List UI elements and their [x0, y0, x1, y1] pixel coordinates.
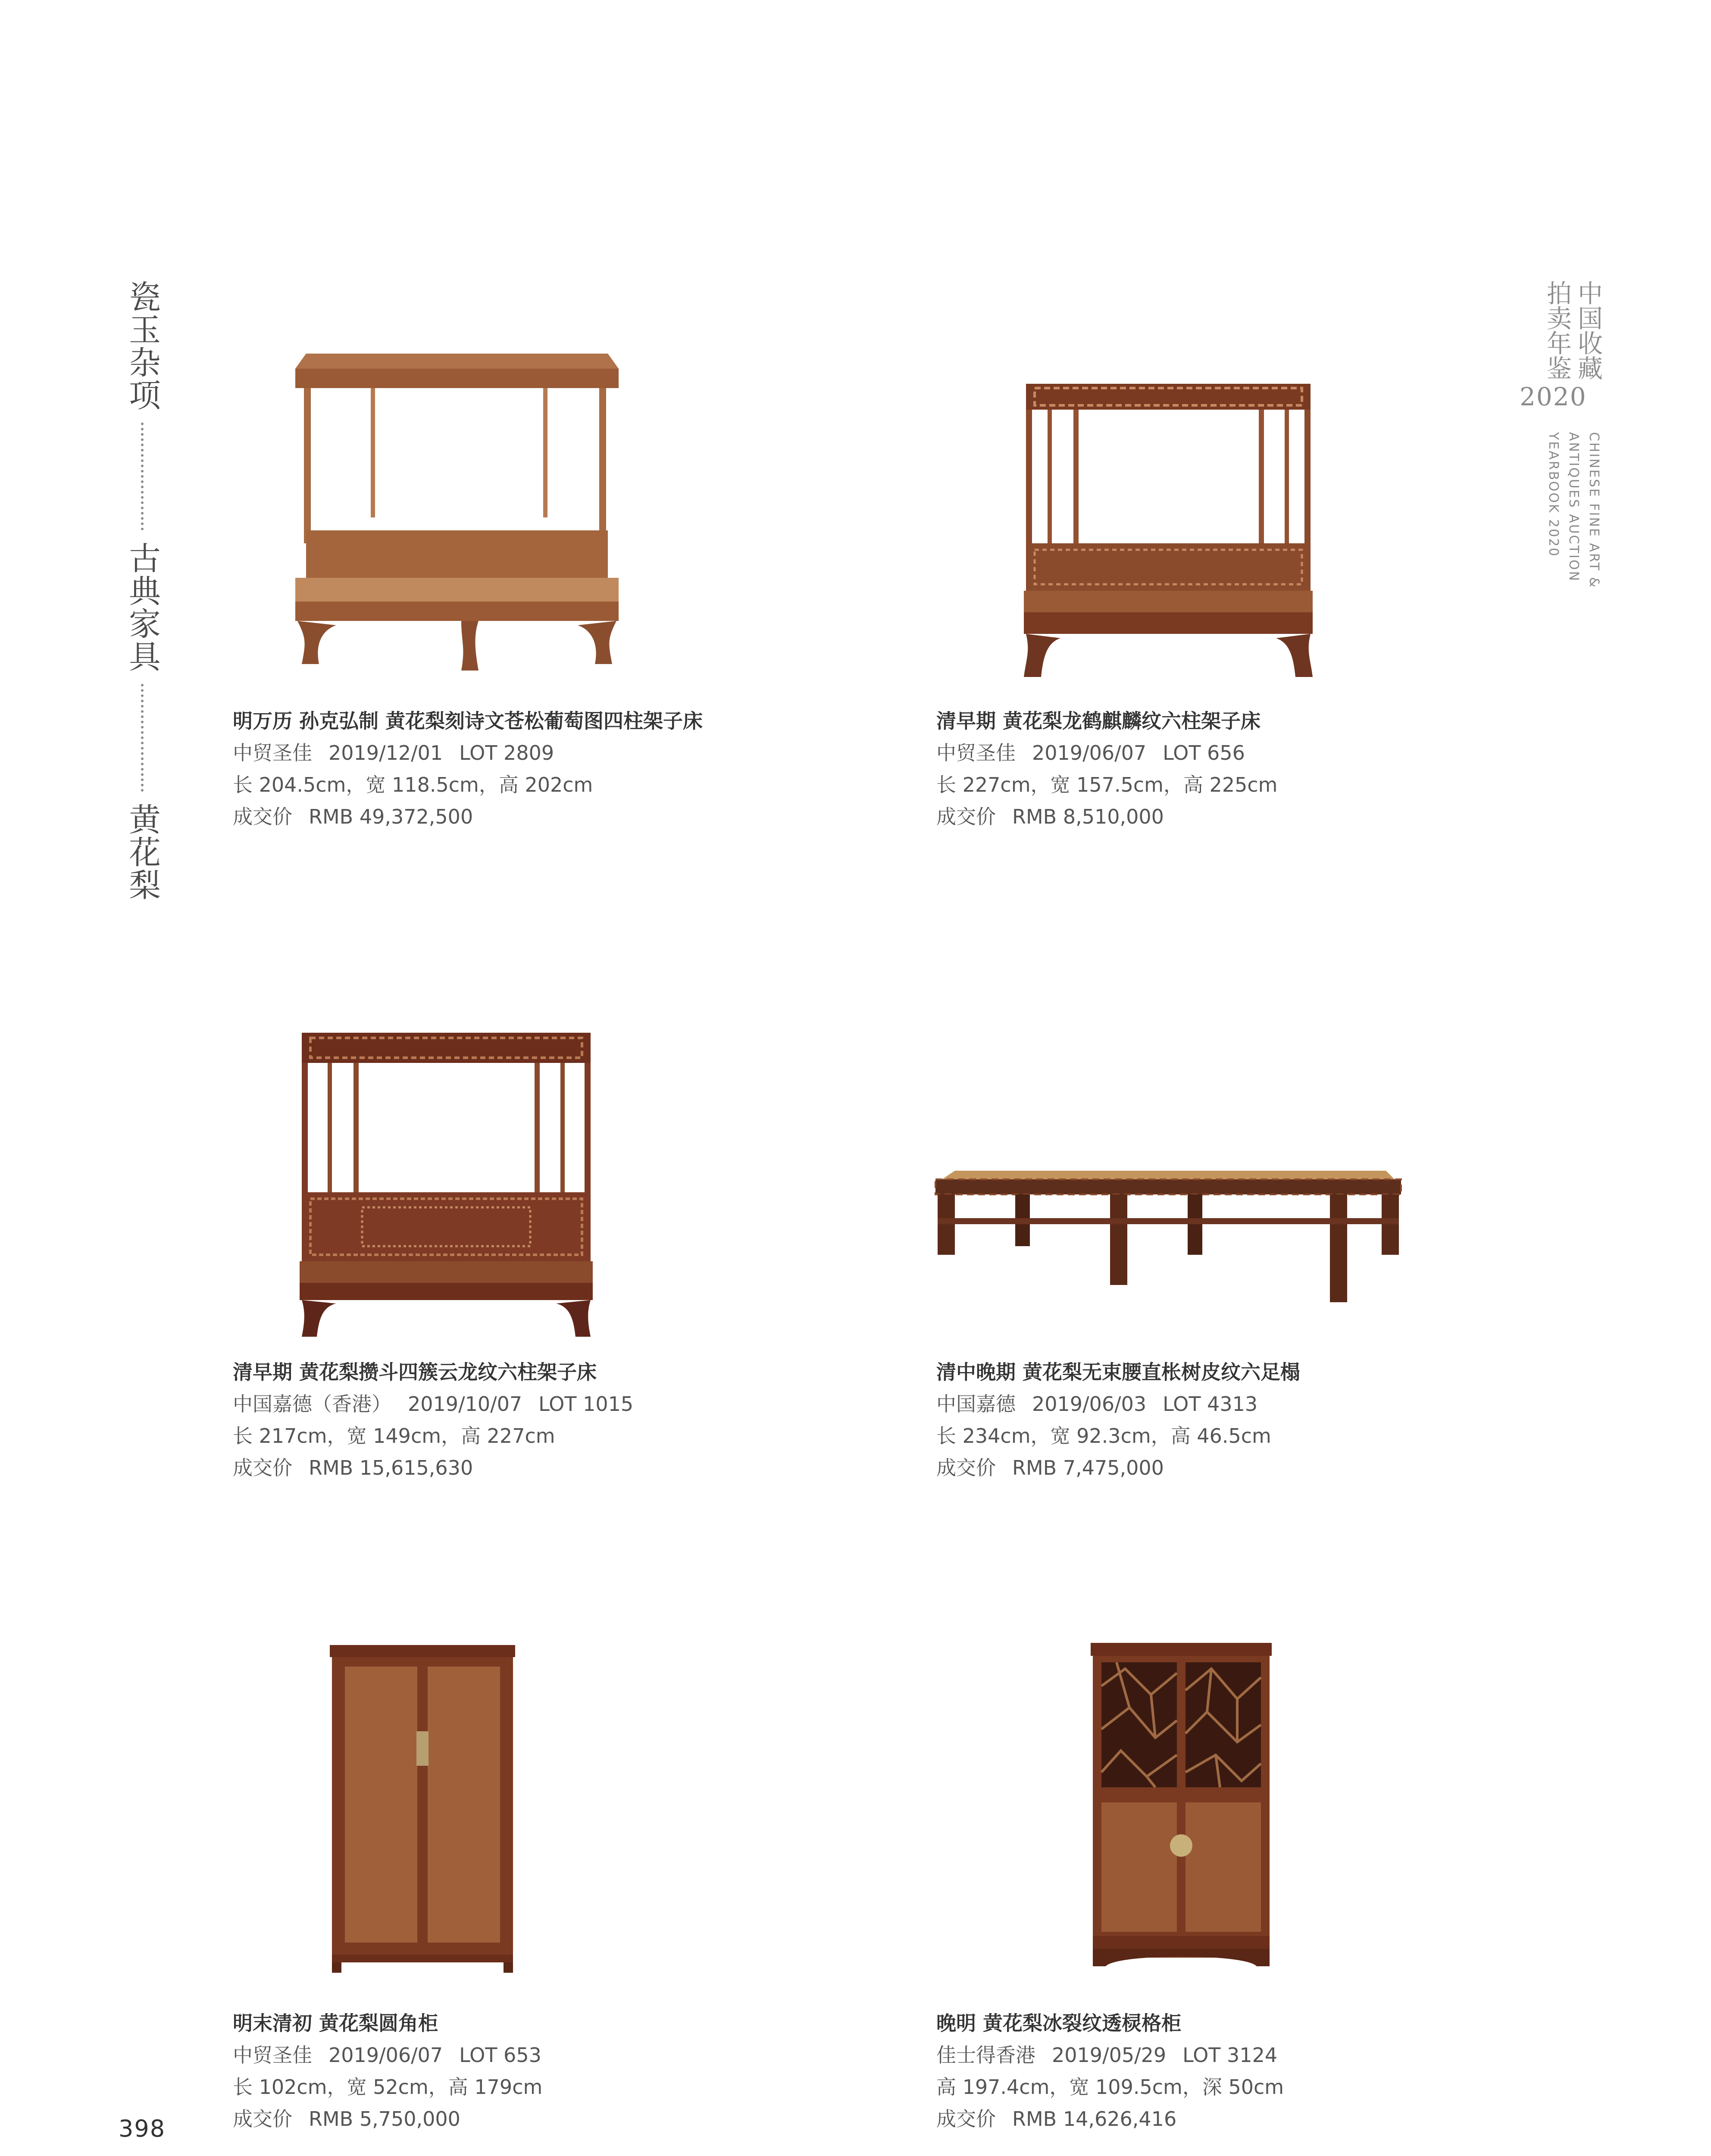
price-value: RMB 5,750,000: [309, 2107, 460, 2131]
item-sale-info: [233, 1388, 633, 1420]
item-dimensions: 长 217cm，宽 149cm，高 227cm: [233, 1424, 555, 1448]
price-value: RMB 14,626,416: [1012, 2107, 1177, 2131]
price-label: 成交价: [233, 805, 292, 828]
masthead-english-title: [1520, 432, 1602, 589]
item-sale-info: [936, 737, 1277, 769]
item-sale-info: [233, 737, 703, 769]
lot-number: LOT 1015: [538, 1392, 634, 1416]
masthead-col-1: 中国收藏: [1573, 280, 1603, 380]
item-dimensions: 长 204.5cm，宽 118.5cm，高 202cm: [233, 773, 593, 796]
item-title: 清中晚期 黄花梨无束腰直枨树皮纹六足榻: [936, 1360, 1301, 1384]
item-2-image: [1017, 379, 1319, 683]
price-label: 成交价: [233, 2107, 292, 2131]
section-nav: [125, 280, 160, 901]
item-1-caption: [233, 705, 703, 833]
cracked-ice-lattice-cabinet-picture: [1091, 1643, 1272, 1966]
item-6-image: [1091, 1643, 1272, 1968]
lot-number: LOT 2809: [459, 741, 554, 765]
lot-number: LOT 656: [1163, 741, 1245, 765]
item-sale-info: [936, 1388, 1300, 1420]
item-2-caption: [936, 705, 1277, 833]
item-price-row: [936, 2103, 1284, 2135]
sale-date: 2019/12/01: [328, 741, 443, 765]
price-label: 成交价: [936, 805, 996, 828]
lot-number: LOT 3124: [1182, 2043, 1278, 2067]
sale-date: 2019/06/03: [1032, 1392, 1147, 1416]
round-corner-cabinet-picture: [328, 1645, 517, 1973]
item-title: 清早期 黄花梨攒斗四簇云龙纹六柱架子床: [233, 1360, 597, 1384]
auction-house: 中贸圣佳: [233, 741, 312, 765]
item-5-caption: [233, 2007, 542, 2135]
price-value: RMB 8,510,000: [1012, 805, 1164, 828]
item-1-image: [289, 345, 625, 674]
item-price-row: [233, 801, 703, 833]
masthead-year: 2020: [1520, 382, 1587, 411]
sale-date: 2019/10/07: [408, 1392, 522, 1416]
canopy-bed-cloud-dragon-picture: [297, 1028, 595, 1339]
daybed-six-legged-picture: [929, 1166, 1408, 1309]
item-3-caption: [233, 1356, 633, 1484]
price-label: 成交价: [936, 2107, 996, 2131]
price-label: 成交价: [936, 1456, 996, 1479]
item-6-caption: [936, 2007, 1284, 2135]
item-dimensions: 长 234cm，宽 92.3cm，高 46.5cm: [936, 1424, 1271, 1448]
page-number: 398: [119, 2115, 166, 2142]
item-dimensions: 长 227cm，宽 157.5cm，高 225cm: [936, 773, 1278, 796]
item-price-row: [936, 1452, 1300, 1484]
masthead-en-line-2: ANTIQUES AUCTION: [1566, 432, 1581, 582]
item-dimensions: 高 197.4cm，宽 109.5cm，深 50cm: [936, 2075, 1284, 2099]
yearbook-masthead: [1520, 280, 1603, 589]
price-value: RMB 7,475,000: [1012, 1456, 1164, 1479]
item-title: 明末清初 黄花梨圆角柜: [233, 2012, 438, 2035]
item-3-image: [297, 1028, 595, 1341]
item-price-row: [233, 1452, 633, 1484]
lot-number: LOT 4313: [1163, 1392, 1258, 1416]
item-sale-info: [233, 2039, 542, 2071]
price-value: RMB 15,615,630: [309, 1456, 473, 1479]
masthead-en-line-1: CHINESE FINE ART &: [1586, 432, 1602, 589]
nav-section-classical-furniture: 古典家具: [124, 542, 161, 673]
lot-number: LOT 653: [459, 2043, 541, 2067]
item-title: 清早期 黄花梨龙鹤麒麟纹六柱架子床: [936, 709, 1261, 733]
item-price-row: [936, 801, 1277, 833]
canopy-bed-four-post-picture: [289, 345, 625, 673]
item-dimensions: 长 102cm，宽 52cm，高 179cm: [233, 2075, 543, 2099]
auction-house: 佳士得香港: [936, 2043, 1035, 2067]
item-title: 晚明 黄花梨冰裂纹透棂格柜: [936, 2012, 1182, 2035]
item-title: 明万历 孙克弘制 黄花梨刻诗文苍松葡萄图四柱架子床: [233, 709, 703, 733]
auction-house: 中贸圣佳: [936, 741, 1016, 765]
auction-house: 中贸圣佳: [233, 2043, 312, 2067]
price-label: 成交价: [233, 1456, 292, 1479]
item-price-row: [233, 2103, 542, 2135]
item-5-image: [328, 1645, 517, 1974]
masthead-col-2: 拍卖年鉴: [1542, 280, 1572, 380]
sale-date: 2019/06/07: [328, 2043, 443, 2067]
nav-section-ceramics-jade: 瓷玉杂项: [124, 280, 161, 411]
canopy-bed-six-post-picture: [1017, 379, 1319, 681]
nav-divider: [141, 684, 144, 792]
sale-date: 2019/05/29: [1052, 2043, 1167, 2067]
item-4-image: [929, 1166, 1408, 1310]
masthead-en-line-3: YEARBOOK 2020: [1546, 432, 1561, 558]
nav-divider: [141, 423, 144, 530]
auction-house: 中国嘉德（香港）: [233, 1392, 391, 1416]
price-value: RMB 49,372,500: [309, 805, 473, 828]
item-4-caption: [936, 1356, 1300, 1484]
masthead-chinese-title: [1520, 280, 1602, 380]
item-sale-info: [936, 2039, 1284, 2071]
nav-section-huanghuali: 黄花梨: [124, 803, 161, 901]
auction-house: 中国嘉德: [936, 1392, 1016, 1416]
sale-date: 2019/06/07: [1032, 741, 1147, 765]
